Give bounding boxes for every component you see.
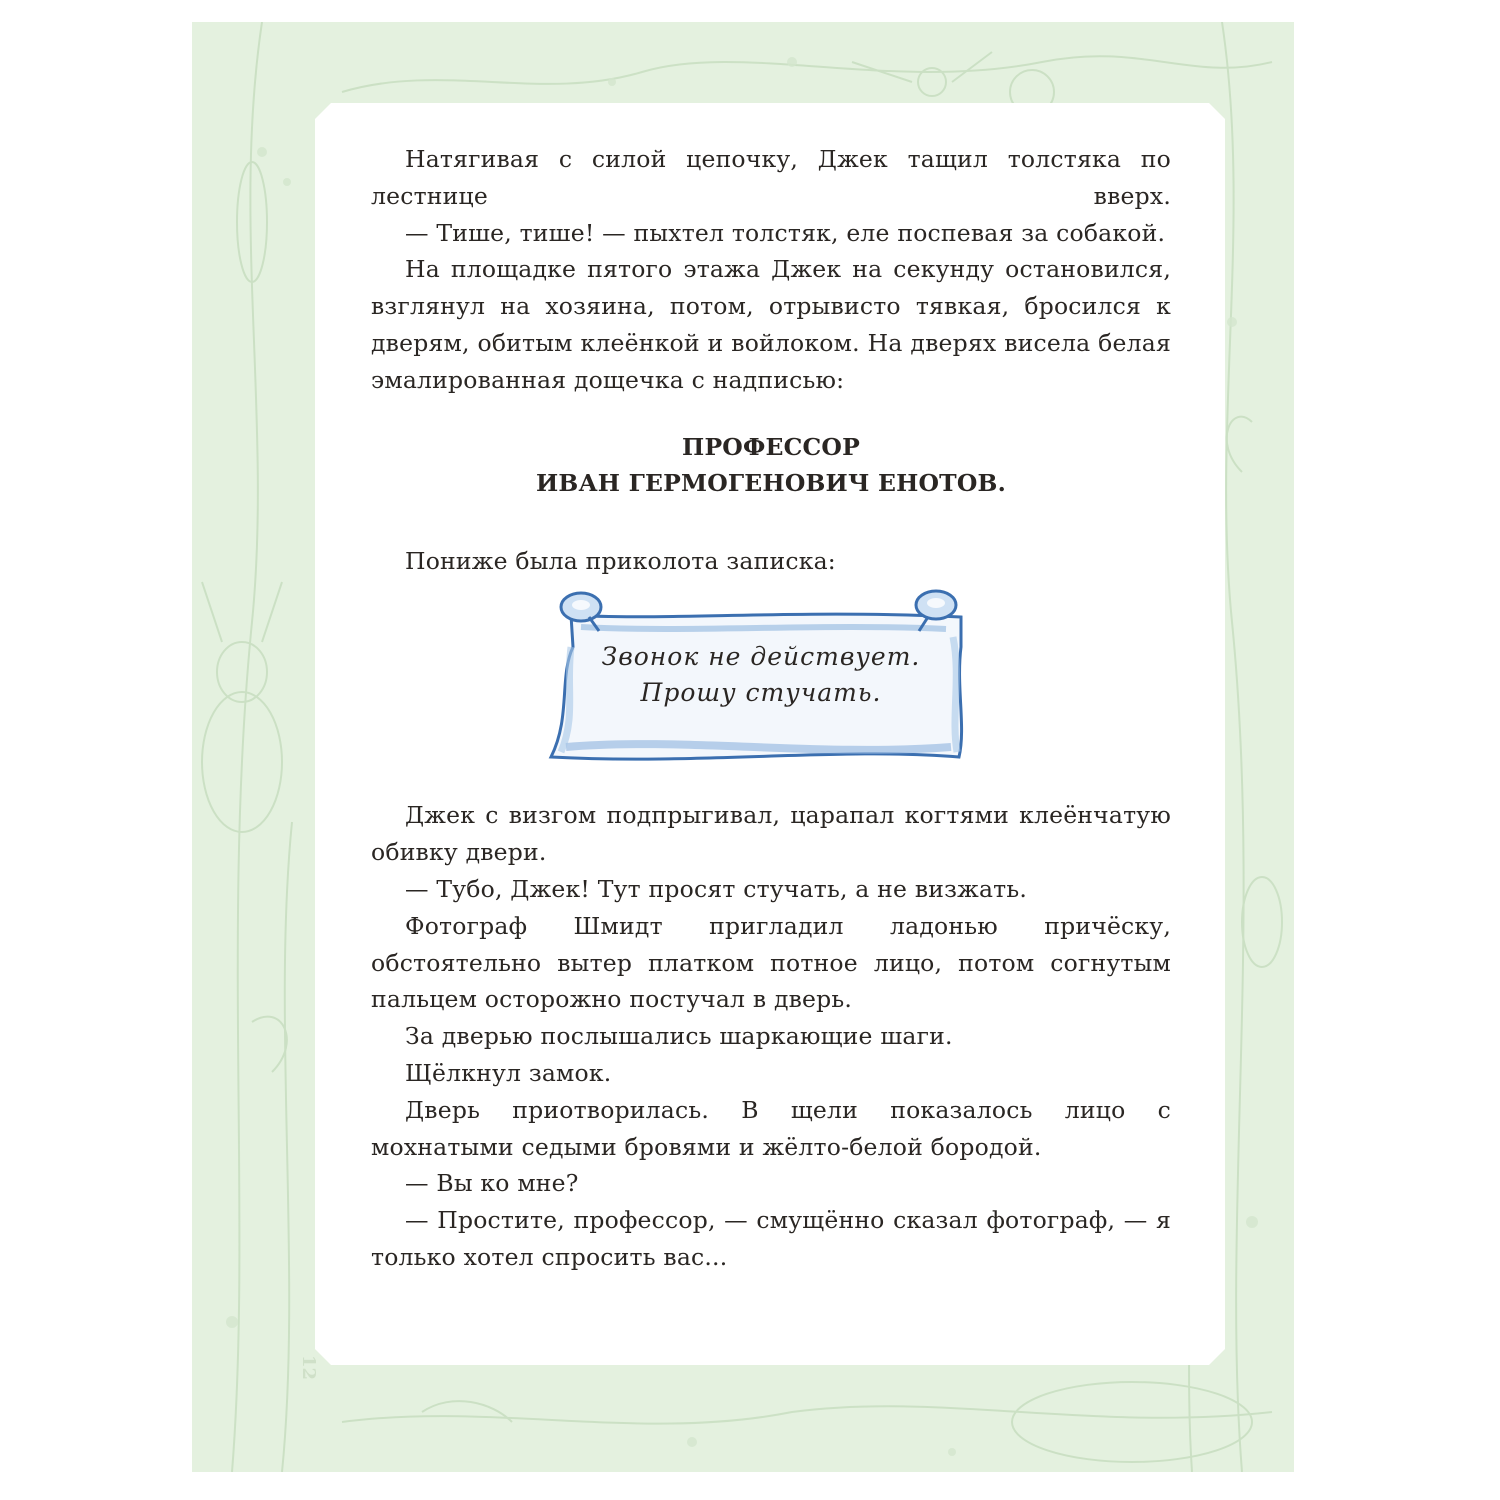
paragraph: Щёлкнул замок. — [405, 1058, 612, 1087]
door-plate-line-2: ИВАН ГЕРМОГЕНОВИЧ ЕНОТОВ. — [536, 468, 1006, 497]
paragraph: За дверью послышались шаркающие шаги. — [405, 1022, 953, 1051]
pinned-note — [371, 587, 1171, 797]
paragraph: — Тише, тише! — пыхтел толстяк, еле поспевая за собакой. — [405, 218, 1166, 247]
note-text — [561, 639, 961, 711]
note-intro: Пониже была приколота записка: — [405, 546, 836, 575]
page-text — [371, 141, 1171, 1276]
page-number: 12 — [298, 1354, 320, 1381]
paragraph: Фотограф Шмидт пригладил ладонью причёску, обстоятельно вытер платком потное лицо, потом согнутым пальцем осторожно постучал в дверь. — [371, 911, 1171, 1014]
door-plate-heading — [371, 429, 1171, 501]
paragraph: Натягивая с силой цепочку, Джек тащил толстяка по лестнице вверх. — [371, 145, 1171, 210]
door-plate-line-1: ПРОФЕССОР — [682, 432, 860, 461]
paragraph: На площадке пятого этажа Джек на секунду остановился, взглянул на хозяина, потом, отрывисто тявкая, бросился к дверям, обитым клеёнкой и войлоком. На дверях висела белая эмалированная дощечка с надписью: — [371, 255, 1171, 394]
paragraph: Дверь приотворилась. В щели показалось лицо с мохнатыми седыми бровями и жёлто-белой бородой. — [371, 1095, 1171, 1161]
paragraph: — Простите, профессор, — смущённо сказал фотограф, — я только хотел спросить вас... — [371, 1206, 1171, 1271]
note-line-1: Звонок не действует. — [601, 642, 921, 672]
paragraph: — Вы ко мне? — [405, 1169, 579, 1198]
paragraph: — Тубо, Джек! Тут просят стучать, а не визжать. — [405, 874, 1028, 903]
note-line-2: Прошу стучать. — [640, 678, 882, 708]
paragraph: Джек с визгом подпрыгивал, царапал когтями клеёнчатую обивку двери. — [371, 801, 1171, 867]
